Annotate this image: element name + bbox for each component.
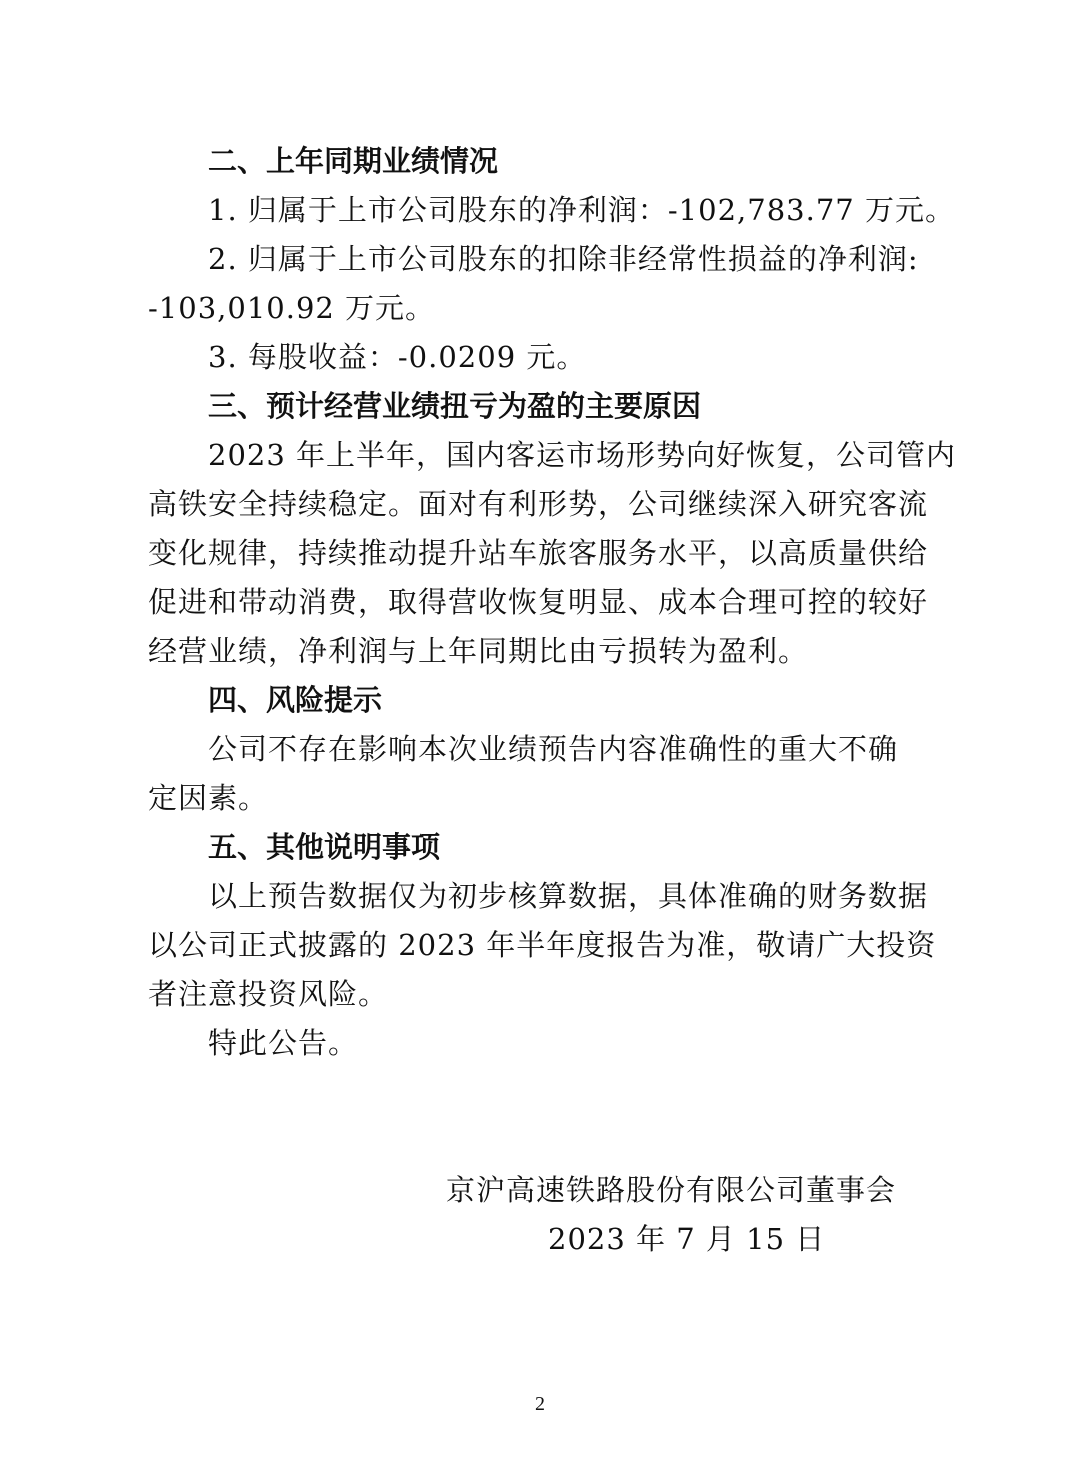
turnaround-reasons-paragraph: [148, 431, 957, 676]
paragraph-line: 以上预告数据仅为初步核算数据，具体准确的财务数据: [208, 879, 929, 913]
risk-notice-paragraph: [148, 725, 926, 823]
section-title-prior-period-performance: 二、上年同期业绩情况: [208, 144, 499, 178]
page-number: 2: [535, 1393, 545, 1415]
prior-deducted-net-profit-item-line-2: -103,010.92 万元。: [148, 291, 436, 325]
paragraph-line: 定因素。: [148, 781, 269, 815]
paragraph-line: 经营业绩，净利润与上年同期比由亏损转为盈利。: [148, 634, 809, 668]
document-body: [148, 137, 957, 1068]
signature-company: 京沪高速铁路股份有限公司董事会: [446, 1173, 897, 1207]
paragraph-line: 高铁安全持续稳定。面对有利形势，公司继续深入研究客流: [148, 487, 929, 521]
section-title-turnaround-reasons: 三、预计经营业绩扭亏为盈的主要原因: [208, 389, 702, 423]
paragraph-line: 公司不存在影响本次业绩预告内容准确性的重大不确: [208, 732, 899, 766]
signature-date: 2023 年 7 月 15 日: [548, 1222, 826, 1256]
paragraph-line: 变化规律，持续推动提升站车旅客服务水平，以高质量供给: [148, 536, 929, 570]
other-matters-paragraph: [148, 872, 937, 1019]
paragraph-line: 者注意投资风险。: [148, 977, 389, 1011]
paragraph-line: 2023 年上半年，国内客运市场形势向好恢复，公司管内: [208, 438, 957, 472]
prior-eps-item: 3. 每股收益：-0.0209 元。: [208, 340, 587, 374]
section-title-other-matters: 五、其他说明事项: [208, 830, 441, 864]
paragraph-line: 促进和带动消费，取得营收恢复明显、成本合理可控的较好: [148, 585, 929, 619]
prior-deducted-net-profit-item-line-1: 2. 归属于上市公司股东的扣除非经常性损益的净利润:: [208, 242, 919, 276]
section-title-risk-notice: 四、风险提示: [208, 683, 383, 717]
closing-statement: 特此公告。: [208, 1026, 359, 1060]
prior-net-profit-item: 1. 归属于上市公司股东的净利润：-102,783.77 万元。: [208, 193, 955, 227]
paragraph-line: 以公司正式披露的 2023 年半年度报告为准，敬请广大投资: [148, 928, 937, 962]
